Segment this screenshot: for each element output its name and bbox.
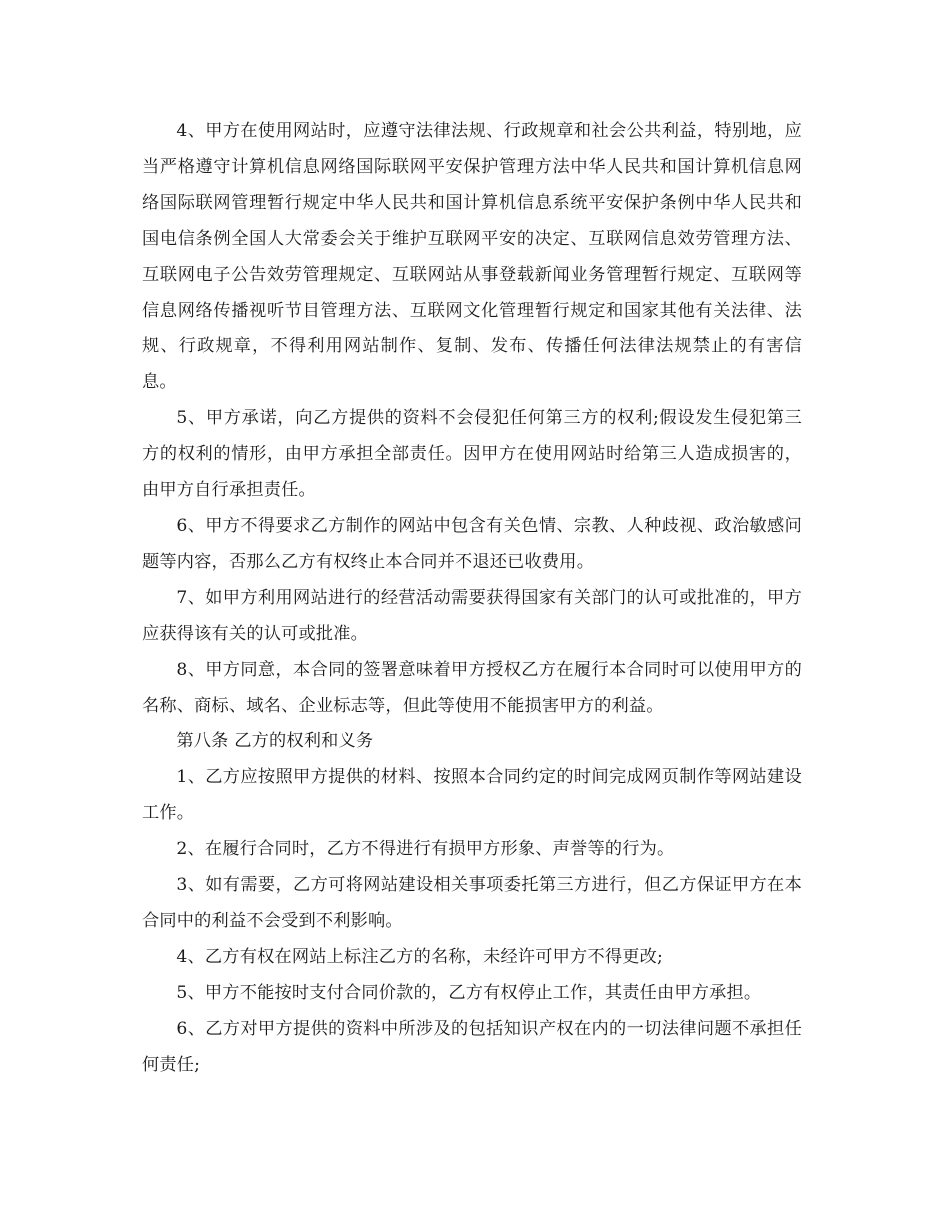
paragraph-article-7-item-4: 4、甲方在使用网站时，应遵守法律法规、行政规章和社会公共利益，特别地，应当严格遵守计算机信息网络国际联网平安保护管理方法中华人民共和国计算机信息网络国际联网管理暂行规定中华人民共和国计算机信息系统平安保护条例中华人民共和国电信条例全国人大常委会关于维护互联网平安的决定、互联网信息效劳管理方法、互联网电子公告效劳管理规定、互联网站从事登载新闻业务管理暂行规定、互联网等信息网络传播视听节目管理方法、互联网文化管理暂行规定和国家其他有关法律、法规、行政规章，不得利用网站制作、复制、发布、传播任何法律法规禁止的有害信息。 — [142, 121, 802, 393]
paragraph-article-7-item-8: 8、甲方同意，本合同的签署意味着甲方授权乙方在履行本合同时可以使用甲方的名称、商标、域名、企业标志等，但此等使用不能损害甲方的利益。 — [142, 659, 802, 716]
paragraph-article-8-item-2: 2、在履行合同时，乙方不得进行有损甲方形象、声誉等的行为。 — [176, 839, 675, 860]
paragraph-article-7-item-5: 5、甲方承诺，向乙方提供的资料不会侵犯任何第三方的权利;假设发生侵犯第三方的权利的情形，由甲方承担全部责任。因甲方在使用网站时给第三人造成损害的，由甲方自行承担责任。 — [142, 408, 802, 501]
paragraph-article-8-item-1: 1、乙方应按照甲方提供的材料、按照本合同约定的时间完成网页制作等网站建设工作。 — [142, 767, 802, 824]
paragraph-article-8-item-4: 4、乙方有权在网站上标注乙方的名称，未经许可甲方不得更改; — [176, 946, 663, 967]
paragraph-article-8-item-6: 6、乙方对甲方提供的资料中所涉及的包括知识产权在内的一切法律问题不承担任何责任; — [142, 1018, 802, 1075]
document-body — [142, 114, 802, 1083]
paragraph-article-7-item-7: 7、如甲方利用网站进行的经营活动需要获得国家有关部门的认可或批准的，甲方应获得该有关的认可或批准。 — [142, 587, 802, 644]
paragraph-article-7-item-6: 6、甲方不得要求乙方制作的网站中包含有关色情、宗教、人种歧视、政治敏感问题等内容，否那么乙方有权终止本合同并不退还已收费用。 — [142, 515, 802, 572]
paragraph-article-8-item-3: 3、如有需要，乙方可将网站建设相关事项委托第三方进行，但乙方保证甲方在本合同中的利益不会受到不利影响。 — [142, 875, 802, 931]
article-8-heading: 第八条 乙方的权利和义务 — [176, 731, 374, 752]
paragraph-article-8-item-5: 5、甲方不能按时支付合同价款的，乙方有权停止工作，其责任由甲方承担。 — [176, 982, 762, 1003]
